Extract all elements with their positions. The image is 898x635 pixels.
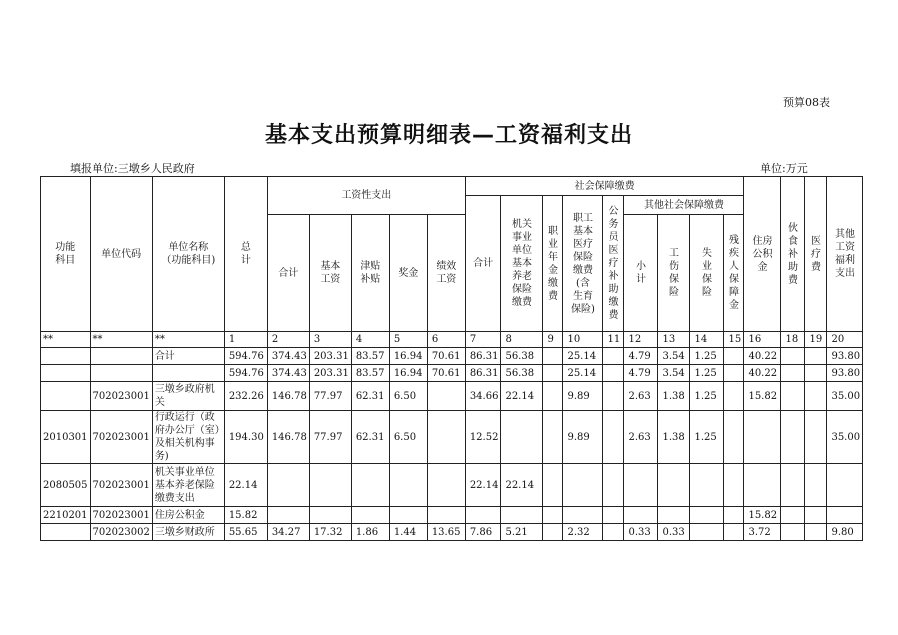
cell: [603, 507, 624, 524]
cell: 93.80: [827, 365, 863, 382]
cell: [465, 507, 501, 524]
cell: 594.76: [224, 365, 267, 382]
cell: 三墩乡财政所: [152, 524, 224, 541]
cell: [724, 507, 744, 524]
cell: 203.31: [309, 365, 351, 382]
index-row: [41, 332, 863, 348]
header-text-other-ss-group: 其他社会保障缴费: [643, 199, 724, 211]
cell: 9.89: [563, 382, 603, 411]
cell: 3.72: [744, 524, 781, 541]
cell: 22.14: [465, 464, 501, 507]
cell: **: [90, 332, 152, 348]
cell: 702023001: [90, 507, 152, 524]
header-text-basic-wage: 基本 工资: [320, 261, 341, 285]
cell: 16.94: [389, 348, 427, 365]
cell: 4.79: [624, 348, 658, 365]
cell: [501, 507, 543, 524]
cell: [563, 464, 603, 507]
cell: [781, 382, 805, 411]
cell: 15: [724, 332, 744, 348]
header-unemploy: [690, 215, 724, 332]
cell: 20: [827, 332, 863, 348]
cell: 1.86: [351, 524, 389, 541]
header-text-unemploy: 失 业 保 险: [701, 248, 712, 298]
cell: [724, 348, 744, 365]
cell: [805, 365, 827, 382]
header-text-medical: 职工 基本 医疗 保险 缴费 (含 生育 保险): [571, 212, 595, 315]
header-wage-sum: [267, 215, 309, 332]
header-name: [152, 177, 224, 332]
cell: [427, 411, 465, 464]
cell: [603, 411, 624, 464]
cell: [781, 464, 805, 507]
header-injury: [658, 215, 690, 332]
table-row: [41, 348, 863, 365]
header-text-allowance: 津贴 补贴: [360, 261, 381, 285]
cell: 4: [351, 332, 389, 348]
cell: 22.14: [224, 464, 267, 507]
cell: [781, 348, 805, 365]
cell: 86.31: [465, 348, 501, 365]
cell: [427, 464, 465, 507]
cell: 6.50: [389, 382, 427, 411]
cell: [827, 507, 863, 524]
cell: [624, 464, 658, 507]
cell: 702023001: [90, 382, 152, 411]
table-row: [41, 382, 863, 411]
header-text-total: 总 计: [240, 242, 251, 266]
cell: 702023002: [90, 524, 152, 541]
cell: [603, 382, 624, 411]
page-title: 基本支出预算明细表—工资福利支出: [264, 123, 633, 148]
cell: [501, 411, 543, 464]
cell: [267, 464, 309, 507]
budget-table: [40, 176, 863, 541]
cell: [389, 507, 427, 524]
cell: 77.97: [309, 411, 351, 464]
cell: [543, 348, 563, 365]
cell: [658, 507, 690, 524]
header-text-wage-sum: 合计: [278, 267, 299, 279]
cell: 15.82: [224, 507, 267, 524]
cell: 14: [690, 332, 724, 348]
header-housing: [744, 177, 781, 332]
header-text-other-welfare: 其他 工资 福利 支出: [834, 229, 855, 279]
cell: 3.54: [658, 348, 690, 365]
header-pension: [501, 196, 543, 332]
cell: 9.80: [827, 524, 863, 541]
cell: 住房公积金: [152, 507, 224, 524]
header-allowance: [351, 215, 389, 332]
cell: 702023001: [90, 464, 152, 507]
header-func: [41, 177, 91, 332]
header-text-disabled: 残 疾 人 保 障 金: [728, 235, 739, 311]
cell: 2210201: [41, 507, 91, 524]
header-text-civil-med: 公 务 员 医 疗 补 助 缴 费: [608, 206, 619, 321]
cell: 2.32: [563, 524, 603, 541]
cell: [724, 524, 744, 541]
cell: [41, 382, 91, 411]
cell: 8: [501, 332, 543, 348]
cell: 203.31: [309, 348, 351, 365]
cell: 146.78: [267, 382, 309, 411]
cell: [805, 411, 827, 464]
cell: [563, 507, 603, 524]
cell: 2080505: [41, 464, 91, 507]
cell: 56.38: [501, 348, 543, 365]
cell: 16: [744, 332, 781, 348]
cell: [603, 524, 624, 541]
cell: 22.14: [501, 464, 543, 507]
cell: [690, 464, 724, 507]
header-other-sub: [624, 215, 658, 332]
cell: [389, 464, 427, 507]
cell: [805, 348, 827, 365]
cell: 93.80: [827, 348, 863, 365]
cell: 86.31: [465, 365, 501, 382]
header-text-housing: 住房 公积 金: [752, 235, 773, 273]
cell: 0.33: [624, 524, 658, 541]
cell: 40.22: [744, 365, 781, 382]
cell: 55.65: [224, 524, 267, 541]
header-text-med-fee: 医 疗 费: [810, 235, 821, 273]
cell: [690, 524, 724, 541]
cell: [805, 382, 827, 411]
cell: [603, 348, 624, 365]
header-text-ss-sum: 合计: [473, 258, 494, 269]
cell: [690, 507, 724, 524]
cell: 13: [658, 332, 690, 348]
money-unit: 单位:万元: [760, 162, 808, 175]
cell: [603, 365, 624, 382]
cell: [90, 365, 152, 382]
cell: [543, 524, 563, 541]
header-other-ss-group: [624, 196, 744, 215]
cell: 34.66: [465, 382, 501, 411]
cell: [90, 348, 152, 365]
cell: 2010301: [41, 411, 91, 464]
cell: [267, 507, 309, 524]
cell: [41, 524, 91, 541]
cell: 70.61: [427, 365, 465, 382]
cell: 25.14: [563, 365, 603, 382]
cell: 合计: [152, 348, 224, 365]
cell: 0.33: [658, 524, 690, 541]
cell: [41, 365, 91, 382]
cell: 62.31: [351, 382, 389, 411]
cell: [603, 464, 624, 507]
cell: **: [41, 332, 91, 348]
header-bonus: [389, 215, 427, 332]
table-row: [41, 507, 863, 524]
cell: [543, 382, 563, 411]
cell: [805, 524, 827, 541]
cell: [781, 507, 805, 524]
header-text-code: 单位代码: [101, 248, 142, 260]
cell: [309, 464, 351, 507]
header-annuity: [543, 196, 563, 332]
cell: 17.32: [309, 524, 351, 541]
cell: 16.94: [389, 365, 427, 382]
cell: 7: [465, 332, 501, 348]
cell: 35.00: [827, 382, 863, 411]
cell: [543, 365, 563, 382]
cell: 194.30: [224, 411, 267, 464]
cell: 56.38: [501, 365, 543, 382]
form-number: 预算08表: [783, 96, 830, 109]
header-medical: [563, 196, 603, 332]
cell: 19: [805, 332, 827, 348]
cell: [781, 365, 805, 382]
cell: 7.86: [465, 524, 501, 541]
cell: [724, 411, 744, 464]
cell: 12.52: [465, 411, 501, 464]
cell: [41, 348, 91, 365]
header-total: [224, 177, 267, 332]
cell: [805, 507, 827, 524]
header-civil-med: [603, 196, 624, 332]
cell: [658, 464, 690, 507]
cell: 146.78: [267, 411, 309, 464]
header-meal: [781, 177, 805, 332]
cell: [744, 411, 781, 464]
cell: [427, 507, 465, 524]
cell: [805, 464, 827, 507]
cell: 6: [427, 332, 465, 348]
cell: 6.50: [389, 411, 427, 464]
table-row: [41, 464, 863, 507]
header-ss-sum: [465, 196, 501, 332]
header-text-meal: 伙 食 补 助 费: [787, 222, 798, 286]
cell: 22.14: [501, 382, 543, 411]
header-ss-group: [465, 177, 744, 196]
cell: [543, 507, 563, 524]
header-perf-wage: [427, 215, 465, 332]
cell: [724, 464, 744, 507]
table-row: [41, 365, 863, 382]
cell: 15.82: [744, 382, 781, 411]
cell: 12: [624, 332, 658, 348]
cell: 34.27: [267, 524, 309, 541]
header-text-func: 功能 科目: [55, 242, 76, 266]
header-med-fee: [805, 177, 827, 332]
cell: 13.65: [427, 524, 465, 541]
cell: 机关事业单位基本养老保险缴费支出: [152, 464, 224, 507]
cell: 1.25: [690, 348, 724, 365]
cell: 25.14: [563, 348, 603, 365]
header-text-ss-group: 社会保障缴费: [574, 180, 635, 192]
cell: 2: [267, 332, 309, 348]
cell: [624, 507, 658, 524]
header-text-name: 单位名称 （功能科目): [161, 242, 216, 266]
cell: [427, 382, 465, 411]
cell: 1.38: [658, 382, 690, 411]
header-text-pension: 机关 事业 单位 基本 养老 保险 缴费: [511, 219, 532, 308]
cell: 三墩乡政府机关: [152, 382, 224, 411]
cell: 5.21: [501, 524, 543, 541]
table-row: [41, 411, 863, 464]
cell: 594.76: [224, 348, 267, 365]
cell: 35.00: [827, 411, 863, 464]
cell: [152, 365, 224, 382]
cell: [351, 507, 389, 524]
cell: 62.31: [351, 411, 389, 464]
header-basic-wage: [309, 215, 351, 332]
cell: 1.38: [658, 411, 690, 464]
cell: 2.63: [624, 411, 658, 464]
header-text-perf-wage: 绩效 工资: [436, 261, 457, 285]
cell: 83.57: [351, 348, 389, 365]
cell: 374.43: [267, 348, 309, 365]
header-text-bonus: 奖金: [398, 267, 419, 279]
cell: [309, 507, 351, 524]
cell: 3: [309, 332, 351, 348]
cell: 行政运行（政府办公厅（室）及相关机构事务): [152, 411, 224, 464]
cell: 83.57: [351, 365, 389, 382]
cell: 374.43: [267, 365, 309, 382]
cell: 40.22: [744, 348, 781, 365]
cell: [724, 382, 744, 411]
cell: **: [152, 332, 224, 348]
cell: 1.25: [690, 382, 724, 411]
cell: 9.89: [563, 411, 603, 464]
header-code: [90, 177, 152, 332]
cell: 4.79: [624, 365, 658, 382]
cell: [351, 464, 389, 507]
cell: 702023001: [90, 411, 152, 464]
filing-unit: 填报单位:三墩乡人民政府: [70, 162, 195, 175]
cell: 11: [603, 332, 624, 348]
header-text-injury: 工 伤 保 险: [668, 248, 679, 298]
cell: [744, 464, 781, 507]
cell: [543, 464, 563, 507]
cell: 1: [224, 332, 267, 348]
header-wage-group: [267, 177, 465, 215]
cell: 10: [563, 332, 603, 348]
cell: 2.63: [624, 382, 658, 411]
cell: 1.25: [690, 411, 724, 464]
cell: 70.61: [427, 348, 465, 365]
header-disabled: [724, 215, 744, 332]
cell: [543, 411, 563, 464]
table-row: [41, 524, 863, 541]
cell: [781, 411, 805, 464]
cell: 77.97: [309, 382, 351, 411]
cell: 3.54: [658, 365, 690, 382]
header-other-welfare: [827, 177, 863, 332]
cell: [724, 365, 744, 382]
cell: 1.44: [389, 524, 427, 541]
cell: 5: [389, 332, 427, 348]
cell: [827, 464, 863, 507]
header-text-wage-group: 工资性支出: [341, 190, 392, 201]
header-text-annuity: 职 业 年 金 缴 费: [547, 225, 558, 302]
cell: 1.25: [690, 365, 724, 382]
cell: 232.26: [224, 382, 267, 411]
cell: 18: [781, 332, 805, 348]
header-text-other-sub: 小 计: [635, 261, 646, 285]
cell: [781, 524, 805, 541]
cell: 9: [543, 332, 563, 348]
cell: 15.82: [744, 507, 781, 524]
